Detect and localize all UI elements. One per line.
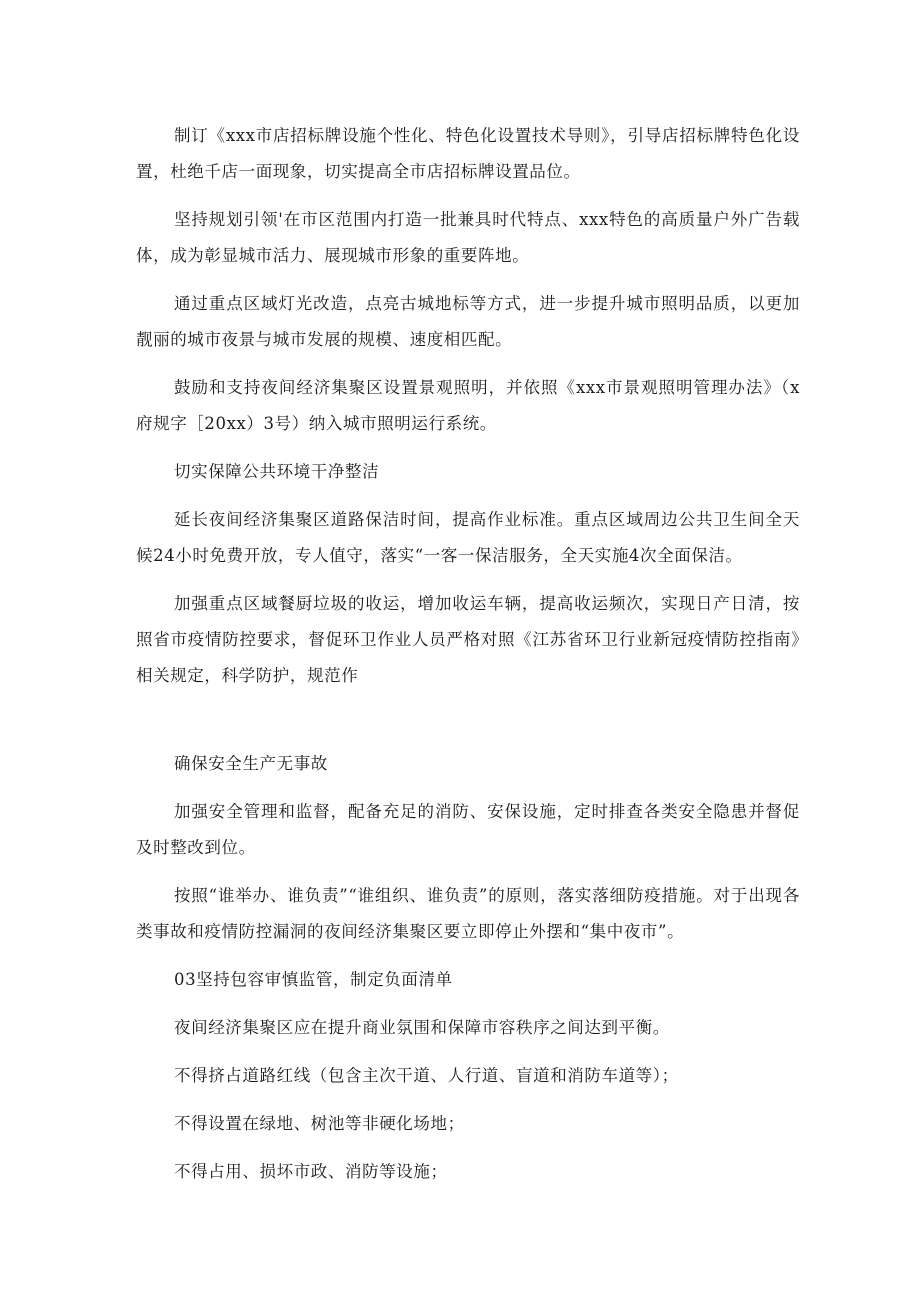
paragraph-safety-management: 加强安全管理和监督，配备充足的消防、安保设施，定时排查各类安全隐患并督促及时整改到位。 [136,802,800,857]
list-item-facilities: 不得占用、损坏市政、消防等设施； [174,1162,448,1181]
paragraph-lighting-upgrade: 通过重点区域灯光改造，点亮古城地标等方式，进一步提升城市照明品质，以更加靓丽的城市夜景与城市发展的规模、速度相匹配。 [136,294,800,349]
list-item-green-space: 不得设置在绿地、树池等非硬化场地； [174,1114,465,1133]
list-item-road-red-line: 不得挤占道路红线（包含主次干道、人行道、盲道和消防车道等）； [174,1066,679,1085]
paragraph-landscape-lighting: 鼓励和支持夜间经济集聚区设置景观照明，并依照《xxx市景观照明管理办法》（x府规字［20xx）3号）纳入城市照明运行系统。 [136,378,800,433]
section-heading-negative-list: 03坚持包容审慎监管，制定负面清单 [174,970,453,989]
paragraph-kitchen-waste: 加强重点区域餐厨垃圾的收运，增加收运车辆，提高收运频次，实现日产日清，按照省市疫情防控要求，督促环卫作业人员严格对照《江苏省环卫行业新冠疫情防控指南》相关规定，科学防护，规范作 [136,594,800,685]
paragraph-signboard-guidelines: 制订《xxx市店招标牌设施个性化、特色化设置技术导则》，引导店招标牌特色化设置，杜绝千店一面现象，切实提高全市店招标牌设置品位。 [136,126,800,181]
paragraph-balance: 夜间经济集聚区应在提升商业氛围和保障市容秩序之间达到平衡。 [174,1018,670,1037]
paragraph-responsibility-principle: 按照“谁举办、谁负责”“谁组织、谁负责”的原则，落实落细防疫措施。对于出现各类事故和疫情防控漏洞的夜间经济集聚区要立即停止外摆和“集中夜市”。 [136,886,800,941]
section-heading-public-environment: 切实保障公共环境干净整洁 [174,462,380,481]
paragraph-road-cleaning: 延长夜间经济集聚区道路保洁时间，提高作业标准。重点区域周边公共卫生间全天候24小时免费开放，专人值守，落实“一客一保洁服务，全天实施4次全面保洁。 [136,510,800,565]
paragraph-planning-guidance: 坚持规划引领'在市区范围内打造一批兼具时代特点、xxx特色的高质量户外广告载体，成为彰显城市活力、展现城市形象的重要阵地。 [136,210,800,265]
section-heading-safety: 确保安全生产无事故 [174,754,328,773]
